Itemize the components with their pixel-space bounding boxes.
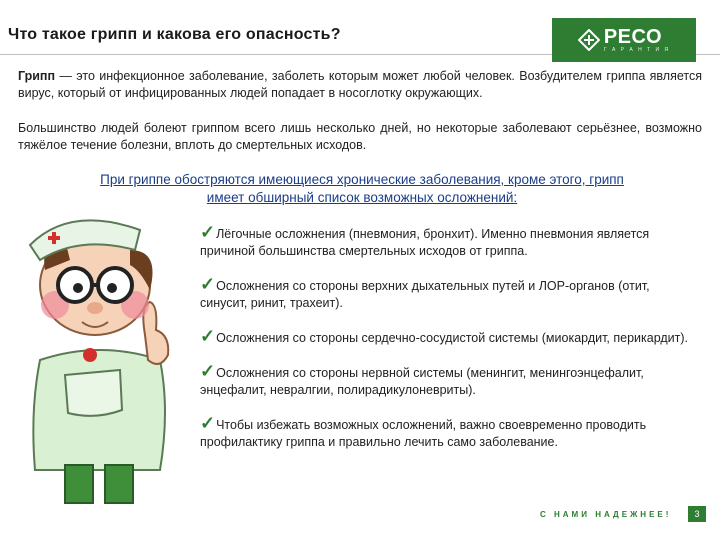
complications-list — [200, 224, 700, 467]
list-item-text: Осложнения со стороны верхних дыхательных путей и ЛОР-органов (отит, синусит, ринит, трахеит). — [200, 279, 650, 310]
checkmark-icon: ✓ — [200, 361, 216, 381]
checkmark-icon: ✓ — [200, 222, 216, 242]
complications-intro-line2: имеет обширный список возможных осложнений: — [206, 190, 518, 205]
list-item — [200, 224, 700, 260]
checkmark-icon: ✓ — [200, 274, 216, 294]
doctor-illustration — [10, 210, 200, 510]
page-title: Что такое грипп и какова его опасность? — [8, 26, 341, 43]
list-item-text: Лёгочные осложнения (пневмония, бронхит). Именно пневмония является причиной большинства смертельных исходов от гриппа. — [200, 227, 650, 258]
checkmark-icon: ✓ — [200, 413, 216, 433]
list-item-text: Осложнения со стороны нервной системы (менингит, менингоэнцефалит, энцефалит, невралгии, полирадикулоневриты). — [200, 366, 644, 397]
checkmark-icon: ✓ — [200, 326, 216, 346]
paragraph-severity: Большинство людей болеют гриппом всего лишь несколько дней, но некоторые заболевают серьёзнее, возможно тяжёлое течение болезни, вплоть до смертельных исходов. — [18, 121, 702, 152]
list-item-text: Осложнения со стороны сердечно-сосудистой системы (миокардит, перикардит). — [216, 331, 689, 345]
list-item — [200, 328, 700, 347]
paragraph-definition — [18, 68, 702, 102]
list-item — [200, 276, 700, 312]
reso-logo-icon — [578, 29, 600, 51]
complications-intro — [20, 171, 704, 207]
list-item — [200, 415, 700, 451]
complications-intro-line1: При гриппе обостряются имеющиеся хронические заболевания, кроме этого, грипп — [100, 172, 624, 187]
logo-subtitle: Г А Р А Н Т И Я — [603, 46, 671, 53]
term-flu: Грипп — [18, 69, 56, 83]
page-number: 3 — [688, 506, 706, 522]
logo-text: РЕСО — [603, 25, 663, 48]
list-item-text: Чтобы избежать возможных осложнений, важно своевременно проводить профилактику гриппа и правильно лечить само заболевание. — [200, 418, 647, 449]
definition-text: — это инфекционное заболевание, заболеть которым может любой человек. Возбудителем гриппа является вирус, который от инфицированных людей попадает в носоглотку окружающих. — [18, 69, 702, 100]
footer-slogan: С НАМИ НАДЕЖНЕЕ! — [540, 510, 672, 519]
reso-logo — [552, 18, 696, 62]
list-item — [200, 363, 700, 399]
